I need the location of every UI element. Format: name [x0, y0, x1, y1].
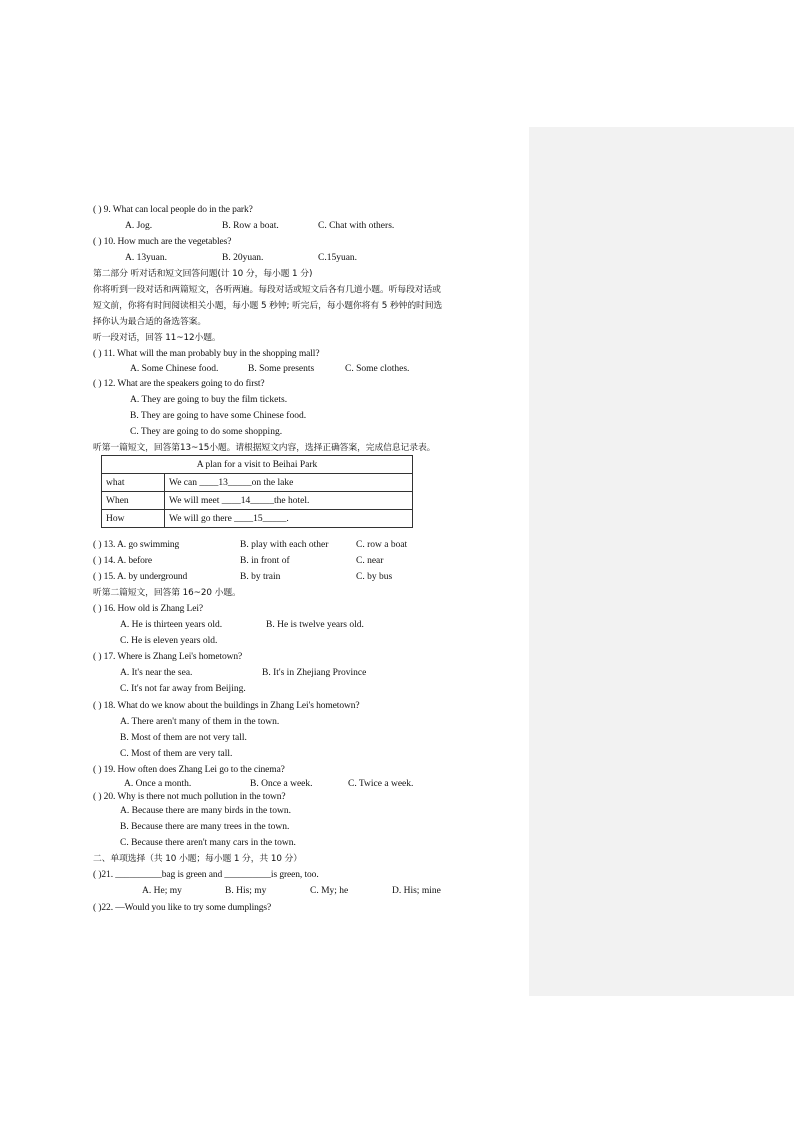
table-row-label: How	[102, 510, 165, 528]
question-18-stem: ( ) 18. What do we know about the buildings in Zhang Lei's hometown?	[93, 701, 360, 711]
question-21-option-d: D. His; mine	[392, 886, 441, 896]
table-row-label: what	[102, 474, 165, 492]
question-11-option-c: C. Some clothes.	[345, 364, 410, 374]
part2-instructions-line1: 你将听到一段对话和两篇短文，各听两遍。每段对话或短文后各有几道小题。听每段对话或	[93, 285, 441, 295]
question-14-option-c: C. near	[356, 556, 384, 566]
question-22-stem: ( )22. —Would you like to try some dumplings?	[93, 903, 272, 913]
question-10-option-a: A. 13yuan.	[125, 253, 167, 263]
question-20-option-c: C. Because there aren't many cars in the town.	[120, 838, 296, 848]
question-13-option-c: C. row a boat	[356, 540, 408, 550]
question-16-option-b: B. He is twelve years old.	[266, 620, 364, 630]
question-19-option-c: C. Twice a week.	[348, 779, 414, 789]
table-row-text: We will go there ____15_____.	[165, 510, 413, 528]
question-10-option-c: C.15yuan.	[318, 253, 358, 263]
question-17-option-a: A. It's near the sea.	[120, 668, 193, 678]
question-18-option-b: B. Most of them are not very tall.	[120, 733, 247, 743]
question-9-option-b: B. Row a boat.	[222, 221, 279, 231]
question-12-option-a: A. They are going to buy the film tickets.	[130, 395, 288, 405]
question-9-stem: ( ) 9. What can local people do in the park?	[93, 205, 253, 215]
question-12-option-c: C. They are going to do some shopping.	[130, 427, 283, 437]
question-12-option-b: B. They are going to have some Chinese food.	[130, 411, 307, 421]
question-17-option-b: B. It's in Zhejiang Province	[262, 668, 367, 678]
question-18-option-a: A. There aren't many of them in the town.	[120, 717, 280, 727]
question-16-stem: ( ) 16. How old is Zhang Lei?	[93, 604, 204, 614]
table-row-label: When	[102, 492, 165, 510]
question-20-stem: ( ) 20. Why is there not much pollution in the town?	[93, 792, 286, 802]
table-row-text: We can ____13_____on the lake	[165, 474, 413, 492]
question-20-option-b: B. Because there are many trees in the town.	[120, 822, 290, 832]
part2-instructions-line2: 短文前，你将有时间阅读相关小题，每小题 5 秒钟; 听完后，每小题你将有 5 秒钟的时间选	[93, 301, 443, 311]
comment-pane	[529, 127, 794, 996]
question-21-option-c: C. My; he	[310, 886, 349, 896]
table-row	[102, 510, 413, 528]
question-21-stem: ( )21. __________bag is green and __________is green, too.	[93, 870, 319, 880]
passage2-intro: 听第二篇短文，回答第 16~20 小题。	[93, 588, 241, 598]
question-10-option-b: B. 20yuan.	[222, 253, 264, 263]
question-9-option-a: A. Jog.	[125, 221, 153, 231]
table-row	[102, 474, 413, 492]
question-20-option-a: A. Because there are many birds in the town.	[120, 806, 291, 816]
question-15-stem: ( ) 15. A. by underground	[93, 572, 188, 582]
question-17-stem: ( ) 17. Where is Zhang Lei's hometown?	[93, 652, 243, 662]
question-19-option-b: B. Once a week.	[250, 779, 313, 789]
question-12-stem: ( ) 12. What are the speakers going to do first?	[93, 379, 265, 389]
question-11-option-b: B. Some presents	[248, 364, 315, 374]
question-11-stem: ( ) 11. What will the man probably buy in the shopping mall?	[93, 349, 320, 359]
table-row	[102, 492, 413, 510]
question-9-option-c: C. Chat with others.	[318, 221, 395, 231]
question-17-option-c: C. It's not far away from Beijing.	[120, 684, 246, 694]
question-16-option-a: A. He is thirteen years old.	[120, 620, 223, 630]
visit-plan-table	[101, 455, 413, 528]
dialog-intro: 听一段对话，回答 11~12小题。	[93, 333, 221, 343]
question-21-option-a: A. He; my	[142, 886, 182, 896]
question-15-option-b: B. by train	[240, 572, 281, 582]
question-14-stem: ( ) 14. A. before	[93, 556, 152, 566]
table-row-text: We will meet ____14_____the hotel.	[165, 492, 413, 510]
question-14-option-b: B. in front of	[240, 556, 290, 566]
question-19-option-a: A. Once a month.	[124, 779, 192, 789]
question-19-stem: ( ) 19. How often does Zhang Lei go to the cinema?	[93, 765, 285, 775]
table-title-row	[102, 456, 413, 474]
question-10-stem: ( ) 10. How much are the vegetables?	[93, 237, 232, 247]
question-16-option-c: C. He is eleven years old.	[120, 636, 218, 646]
table-title: A plan for a visit to Beihai Park	[102, 456, 413, 474]
question-21-option-b: B. His; my	[225, 886, 267, 896]
part2-header: 第二部分 听对话和短文回答问题(计 10 分，每小题 1 分)	[93, 269, 313, 279]
question-13-stem: ( ) 13. A. go swimming	[93, 540, 180, 550]
question-18-option-c: C. Most of them are very tall.	[120, 749, 233, 759]
part2-instructions-line3: 择你认为最合适的备选答案。	[93, 317, 207, 327]
question-15-option-c: C. by bus	[356, 572, 393, 582]
question-11-option-a: A. Some Chinese food.	[130, 364, 219, 374]
section2-header: 二、单项选择（共 10 小题；每小题 1 分，共 10 分）	[93, 854, 302, 864]
question-13-option-b: B. play with each other	[240, 540, 329, 550]
passage1-intro: 听第一篇短文，回答第13~15小题。请根据短文内容，选择正确答案，完成信息记录表。	[93, 443, 436, 453]
